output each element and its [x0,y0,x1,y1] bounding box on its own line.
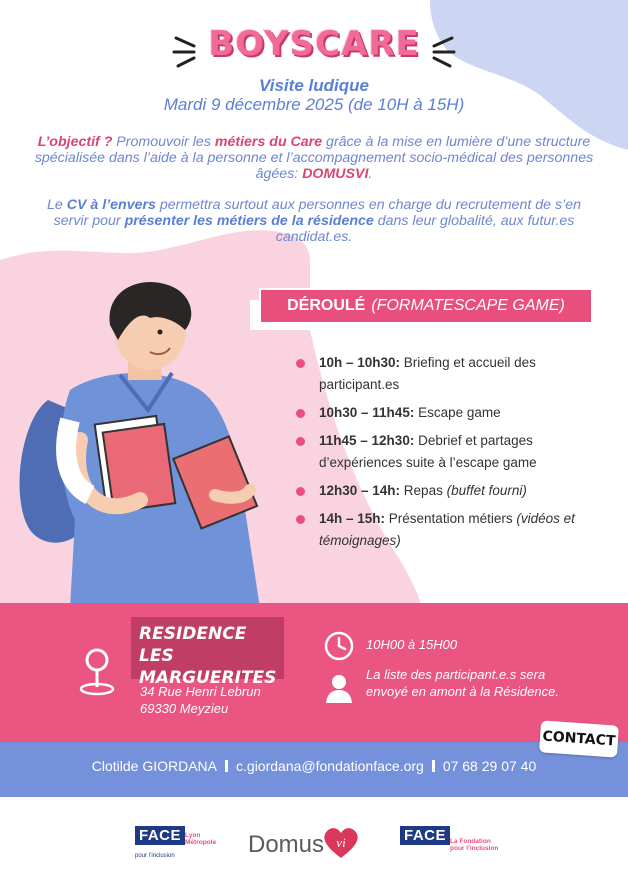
schedule-list [296,352,596,558]
participants-note: La liste des participant.e.s sera envoyé en amont à la Résidence. [366,667,559,699]
objective-highlight: métiers du Care [214,134,323,150]
cv-text-e: dans leur globalité, aux futur.es candidat.es. [275,213,575,245]
face-fondation-logo-sub [450,838,498,852]
address-line-1: 34 Rue Henri Lebrun [140,684,261,699]
schedule-item [296,402,596,424]
objective-paragraph [30,134,598,182]
face-lyon-logo-sub [185,832,216,846]
schedule-item [296,352,596,396]
schedule-item [296,430,596,474]
contact-email[interactable]: c.giordana@fondationface.org [236,758,424,774]
cv-text-c: permettra surtout aux personnes en charge du recrutement de s’en servir pour [53,197,581,229]
heart-icon [321,826,361,860]
event-hours: 10H00 à 15H00 [366,637,458,652]
schedule-extra: (buffet fourni) [446,483,527,498]
schedule-time: 14h – 15h: [319,511,386,526]
person-icon [324,673,354,705]
contact-name: Clotilde GIORDANA [91,758,218,774]
schedule-extra: (vidéos et témoignages) [319,511,575,548]
schedule-text: Présentation métiers [385,511,517,526]
schedule-time: 10h – 10h30: [319,355,401,370]
objective-brand: DOMUSVI [302,166,369,182]
bullet-icon [296,359,305,368]
contact-tag: CONTACT [539,720,619,757]
objective-text-a: Promouvoir les [112,134,215,150]
program-heading [259,288,593,324]
face-lyon-logo-name: FACE [135,826,185,845]
domusvi-logo [248,826,361,860]
contact-phone[interactable]: 07 68 29 07 40 [442,758,537,774]
event-date: Mardi 9 décembre 2025 (de 10H à 15H) [163,95,465,114]
student-illustration [0,270,300,608]
subtitle: Visite ludique [259,76,369,95]
venue-address [140,683,261,717]
cv-paragraph [30,197,598,245]
address-line-2: 69330 Meyzieu [140,701,229,716]
bullet-icon [296,409,305,418]
schedule-time: 10h30 – 11h45: [319,405,415,420]
separator [432,760,435,772]
venue-name: RESIDENCE LES MARGUERITES [131,617,284,679]
objective-text-c: grâce à la mise en lumière d’une structure spécialisée dans l’aide à la personne et l’accompagnement socio-médical des personnes âgées: [34,134,594,182]
schedule-text: Repas [400,483,447,498]
face-fondation-logo [400,826,510,866]
program-heading-italic: (FORMATESCAPE GAME) [371,297,565,314]
face-fondation-logo-name: FACE [400,826,450,845]
location-pin-icon [78,645,118,697]
face-lyon-pour: pour l’inclusion [135,853,175,859]
bullet-icon [296,487,305,496]
bullet-icon [296,437,305,446]
separator [225,760,228,772]
cv-highlight: CV à l’envers [66,197,156,213]
objective-lead: L’objectif ? [37,134,113,150]
bullet-icon [296,515,305,524]
program-heading-bold: DÉROULÉ [287,297,366,314]
contact-line [0,758,628,774]
face-fondation-sub-2: pour l’inclusion [450,845,499,852]
domusvi-vi-text: vi [336,835,346,850]
clock-icon [322,629,356,663]
cv-highlight-2: présenter les métiers de la résidence [124,213,374,229]
cv-text-a: Le [47,197,67,213]
page-title: BOYSCARE [208,24,420,64]
schedule-item [296,480,596,502]
schedule-time: 11h45 – 12h30: [319,433,415,448]
domusvi-text: Domus [248,831,325,858]
schedule-text: Debrief et partages d’expériences suite à l’escape game [319,433,537,470]
title-wrap [0,24,628,64]
face-lyon-sub-1: Lyon [185,832,201,839]
schedule-text: Escape game [414,405,501,420]
face-lyon-logo [135,826,225,866]
face-lyon-sub-2: Métropole [185,839,217,846]
schedule-text: Briefing et accueil des participant.es [319,355,536,392]
schedule-time: 12h30 – 14h: [319,483,401,498]
objective-end: . [368,166,373,182]
face-fondation-sub-1: La Fondation [450,838,491,845]
schedule-item [296,508,596,552]
